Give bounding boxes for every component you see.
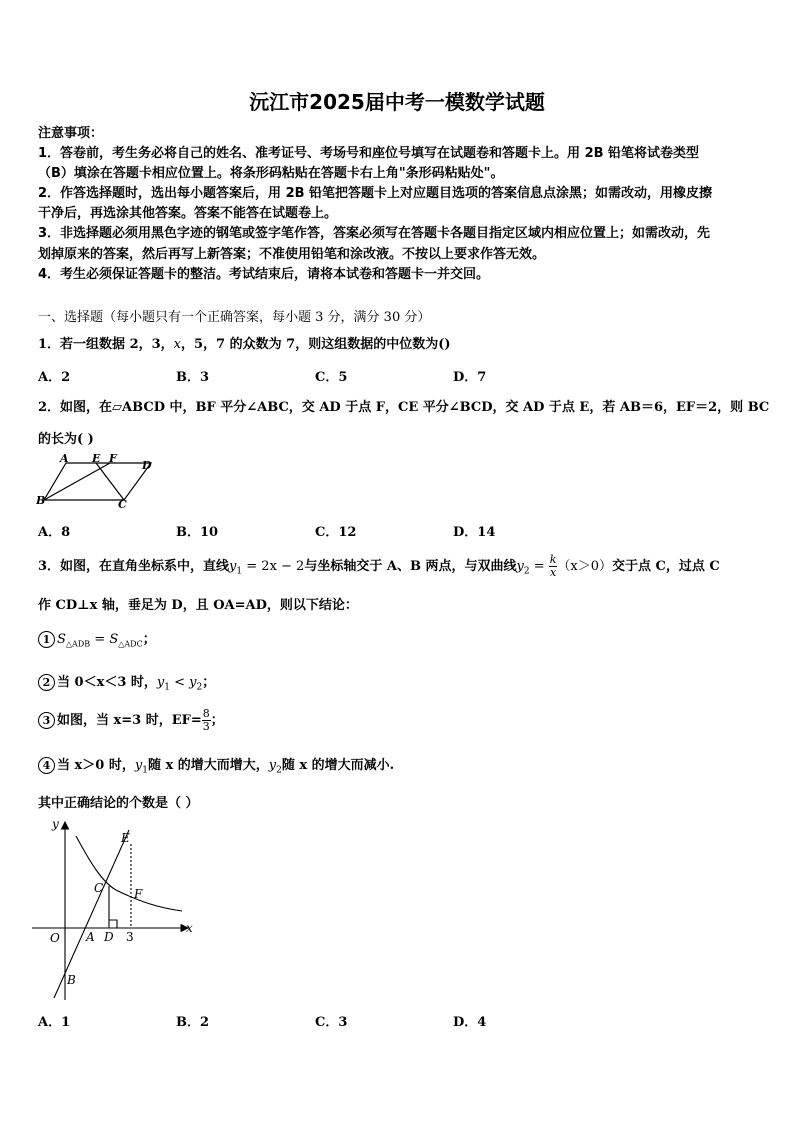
q1-option-c: C．5 [315, 370, 348, 385]
c3-fraction [202, 708, 211, 733]
note-1-line-2: （B）填涂在答题卡相应位置上。将条形码粘贴在答题卡右上角"条形码粘贴处"。 [38, 166, 504, 181]
q3-text-3: 交于点 C，过点 C [612, 559, 720, 574]
label-f: F [134, 887, 143, 901]
c2-y2: y [189, 675, 197, 690]
segment-ce [96, 463, 124, 500]
parallelogram-abcd [44, 463, 151, 500]
note-3-line-2: 划掉原来的答案，然后再写上新答案；不准使用铅笔和涂改液。不按以上要求作答无效。 [38, 247, 546, 262]
page-title: 沅江市2025届中考一模数学试题 [249, 90, 545, 114]
q1-option-d: D．7 [453, 370, 487, 385]
q3-option-c: C．3 [315, 1015, 348, 1030]
label-e: E [121, 831, 130, 845]
q1-option-a: A．2 [38, 370, 71, 385]
c2-s2: 2 [196, 682, 203, 693]
circled-3: 3 [38, 712, 55, 729]
label-d: D [142, 459, 152, 472]
q2-option-a: A．8 [38, 525, 71, 540]
circled-4: 4 [38, 757, 55, 774]
c1-s2: S [109, 632, 119, 647]
section-heading: 一、选择题（每小题只有一个正确答案，每小题 3 分，满分 30 分） [38, 310, 431, 325]
q3-k: k [549, 553, 557, 566]
label-d: D [104, 930, 114, 944]
q1-text-pre: 1．若一组数据 2，3， [38, 337, 174, 352]
label-a: A [86, 930, 95, 944]
label-c: C [94, 881, 104, 895]
c3-text: 如图，当 x=3 时，EF= [57, 713, 202, 728]
c4-y2: y [268, 758, 277, 773]
c4-y1: y [134, 758, 143, 773]
q1-text-post: ，5，7 的众数为 7，则这组数据的中位数为() [181, 337, 451, 352]
q3-question: 其中正确结论的个数是（ ） [38, 796, 199, 811]
c2-lt: < [170, 675, 190, 690]
c2-s1: 1 [164, 682, 170, 693]
q3-y2: y [516, 559, 524, 574]
c4-s1: 1 [142, 765, 148, 776]
q3-eq1: = 2x − 2 [242, 559, 305, 574]
label-b: B [36, 494, 46, 507]
note-1-line-1: 1．答卷前，考生务必将自己的姓名、准考证号、考场号和座位号填写在试题卷和答题卡上。用 2B 铅笔将试卷类型 [38, 146, 700, 161]
c1-eq: = [90, 632, 110, 647]
q3-option-a: A．1 [38, 1015, 71, 1030]
q3-conclusion-1 [38, 628, 156, 649]
q3-condition: （x＞0） [557, 559, 613, 574]
q2-option-d: D．14 [453, 525, 496, 540]
label-f: F [109, 452, 117, 465]
q3-option-d: D．4 [453, 1015, 487, 1030]
c4-mid: 随 x 的增大而增大， [147, 758, 269, 773]
c2-end: ； [202, 675, 216, 690]
right-angle-mark [109, 920, 117, 928]
notes-heading: 注意事项： [38, 126, 104, 141]
note-3-line-1: 3．非选择题必须用黑色字迹的钢笔或签字笔作答，答案必须写在答题卡各题目指定区域内相应位置上；如需改动，先 [38, 226, 711, 241]
label-c: C [118, 498, 127, 510]
q2-option-c: C．12 [315, 525, 357, 540]
c3-fden: 3 [202, 720, 210, 733]
q3-conclusion-3 [38, 708, 224, 733]
label-e: E [92, 452, 101, 465]
q3-y2-sub: 2 [523, 566, 530, 577]
c1-s1: S [57, 632, 66, 647]
question-2-line-2: 的长为( ) [38, 432, 94, 447]
q3-text-2: 与坐标轴交于 A、B 两点，与双曲线 [304, 559, 517, 574]
question-3-line-1 [38, 554, 720, 583]
c3-end: ； [210, 713, 224, 728]
label-b: B [67, 973, 76, 987]
q3-coordinate-figure [30, 814, 200, 1004]
q3-text-1: 3．如图，在直角坐标系中，直线 [38, 559, 230, 574]
question-2-line-1: 2．如图，在▱ABCD 中，BF 平分∠ABC，交 AD 于点 F，CE 平分∠BCD，交 AD 于点 E，若 AB＝6，EF＝2，则 BC [38, 400, 770, 415]
c4-text: 当 x＞0 时， [57, 758, 135, 773]
label-3: 3 [126, 930, 134, 944]
q1-variable: x [173, 337, 182, 352]
q3-x: x [549, 566, 557, 579]
q3-y1-sub: 1 [236, 566, 243, 577]
c2-y1: y [156, 675, 165, 690]
q3-y1: y [229, 559, 237, 574]
question-1 [38, 333, 451, 352]
question-3-line-2: 作 CD⊥x 轴，垂足为 D，且 OA=AD，则以下结论： [38, 598, 358, 613]
hyperbola-y2 [76, 836, 182, 911]
c2-text: 当 0＜x＜3 时， [57, 675, 157, 690]
q2-option-b: B．10 [176, 525, 219, 540]
label-y: y [52, 817, 59, 831]
q3-option-b: B．2 [176, 1015, 210, 1030]
q2-parallelogram-figure [36, 452, 156, 510]
c4-end: 随 x 的增大而减小. [281, 758, 395, 773]
label-a: A [60, 452, 69, 465]
note-2-line-2: 干净后，再选涂其他答案。答案不能答在试题卷上。 [38, 206, 338, 221]
circled-2: 2 [38, 674, 55, 691]
label-o: O [50, 931, 60, 945]
note-4: 4．考生必须保证答题卡的整洁。考试结束后，请将本试卷和答题卡一并交回。 [38, 267, 490, 282]
c1-sub1: △ADB [65, 639, 91, 649]
c3-fnum: 8 [202, 707, 210, 720]
c1-sub2: △ADC [118, 639, 143, 649]
c1-end: ； [142, 632, 156, 647]
circled-1: 1 [38, 631, 55, 648]
q1-option-b: B．3 [176, 370, 210, 385]
label-x: x [186, 921, 193, 935]
note-2-line-1: 2．作答选择题时，选出每小题答案后，用 2B 铅笔把答题卡上对应题目选项的答案信息点涂黑；如需改动，用橡皮擦 [38, 186, 713, 201]
c4-s2: 2 [276, 765, 282, 776]
q3-conclusion-4 [38, 754, 394, 776]
q3-conclusion-2 [38, 671, 215, 693]
q3-eq2: = [529, 559, 549, 574]
